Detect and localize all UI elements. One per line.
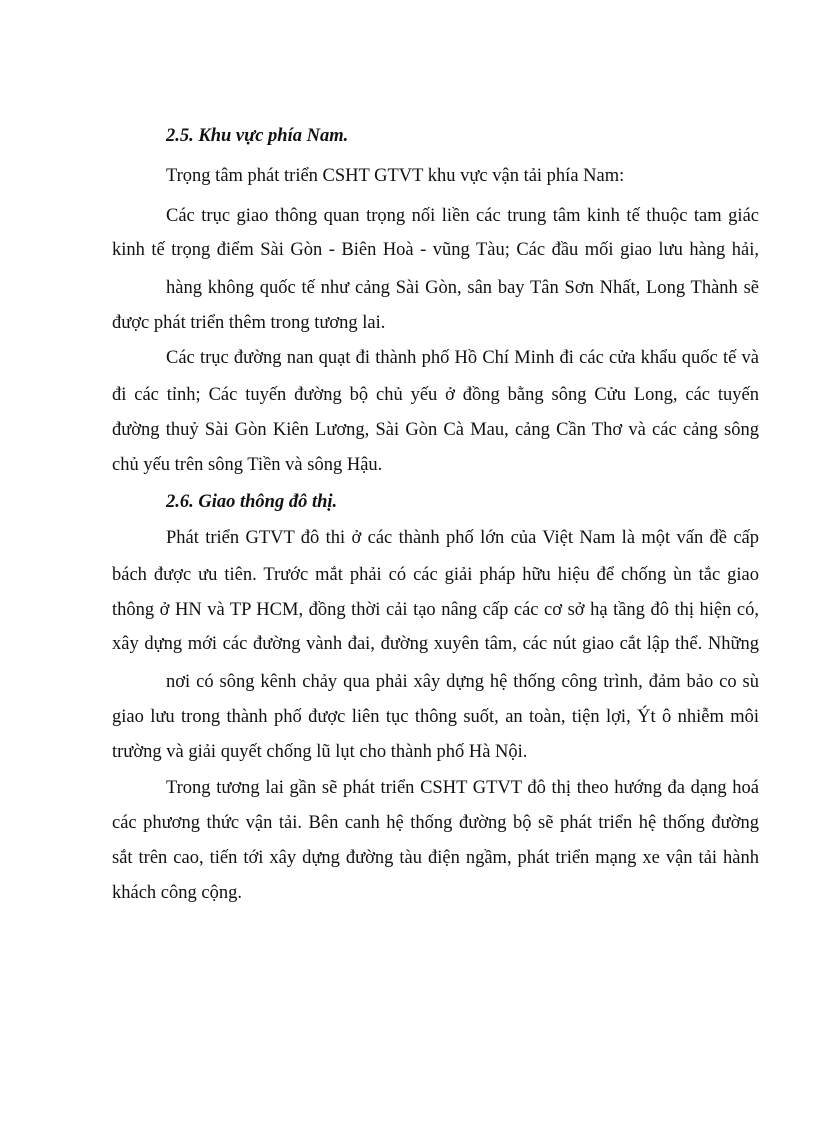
section-heading-2-6: 2.6. Giao thông đô thị. xyxy=(166,492,338,512)
paragraph-line: nơi có sông kênh chảy qua phải xây dựng hệ thống công trình, đảm bảo co sù xyxy=(166,672,759,692)
paragraph-line: Trọng tâm phát triển CSHT GTVT khu vực vận tải phía Nam: xyxy=(166,166,625,186)
paragraph-line: Phát triển GTVT đô thi ở các thành phố lớn của Việt Nam là một vấn đề cấp xyxy=(166,528,759,548)
paragraph-line: khách công cộng. xyxy=(112,883,242,903)
section-heading-2-5: 2.5. Khu vực phía Nam. xyxy=(166,126,349,146)
paragraph-line: Các trục đường nan quạt đi thành phố Hồ Chí Minh đi các cửa khẩu quốc tế và xyxy=(166,348,759,368)
paragraph-line: Các trục giao thông quan trọng nối liền các trung tâm kinh tế thuộc tam giác xyxy=(166,206,759,226)
paragraph-line: bách được ưu tiên. Trước mắt phải có các giải pháp hữu hiệu để chống ùn tắc giao xyxy=(112,565,759,585)
paragraph-line: được phát triển thêm trong tương lai. xyxy=(112,313,386,333)
paragraph-line: trường và giải quyết chống lũ lụt cho thành phố Hà Nội. xyxy=(112,742,528,762)
paragraph-line: đường thuỷ Sài Gòn Kiên Lương, Sài Gòn Cà Mau, cảng Cần Thơ và các cảng sông xyxy=(112,420,759,440)
paragraph-line: kinh tế trọng điểm Sài Gòn - Biên Hoà - vũng Tàu; Các đầu mối giao lưu hàng hải, xyxy=(112,240,759,260)
paragraph-line: thông ở HN và TP HCM, đồng thời cải tạo nâng cấp các cơ sở hạ tầng đô thị hiện có, xyxy=(112,600,759,620)
paragraph-line: chủ yếu trên sông Tiền và sông Hậu. xyxy=(112,455,383,475)
paragraph-line: sắt trên cao, tiến tới xây dựng đường tàu điện ngầm, phát triển mạng xe vận tải hành xyxy=(112,848,759,868)
paragraph-line: xây dựng mới các đường vành đai, đường xuyên tâm, các nút giao cắt lập thể. Những xyxy=(112,634,759,654)
paragraph-line: giao lưu trong thành phố được liên tục thông suốt, an toàn, tiện lợi, Ýt ô nhiễm môi xyxy=(112,707,759,727)
paragraph-line: đi các tỉnh; Các tuyến đường bộ chủ yếu ở đồng bằng sông Cửu Long, các tuyến xyxy=(112,385,759,405)
paragraph-line: Trong tương lai gần sẽ phát triển CSHT GTVT đô thị theo hướng đa dạng hoá xyxy=(166,778,759,798)
paragraph-line: hàng không quốc tế như cảng Sài Gòn, sân bay Tân Sơn Nhất, Long Thành sẽ xyxy=(166,278,759,298)
paragraph-line: các phương thức vận tải. Bên canh hệ thống đường bộ sẽ phát triển hệ thống đường xyxy=(112,813,759,833)
